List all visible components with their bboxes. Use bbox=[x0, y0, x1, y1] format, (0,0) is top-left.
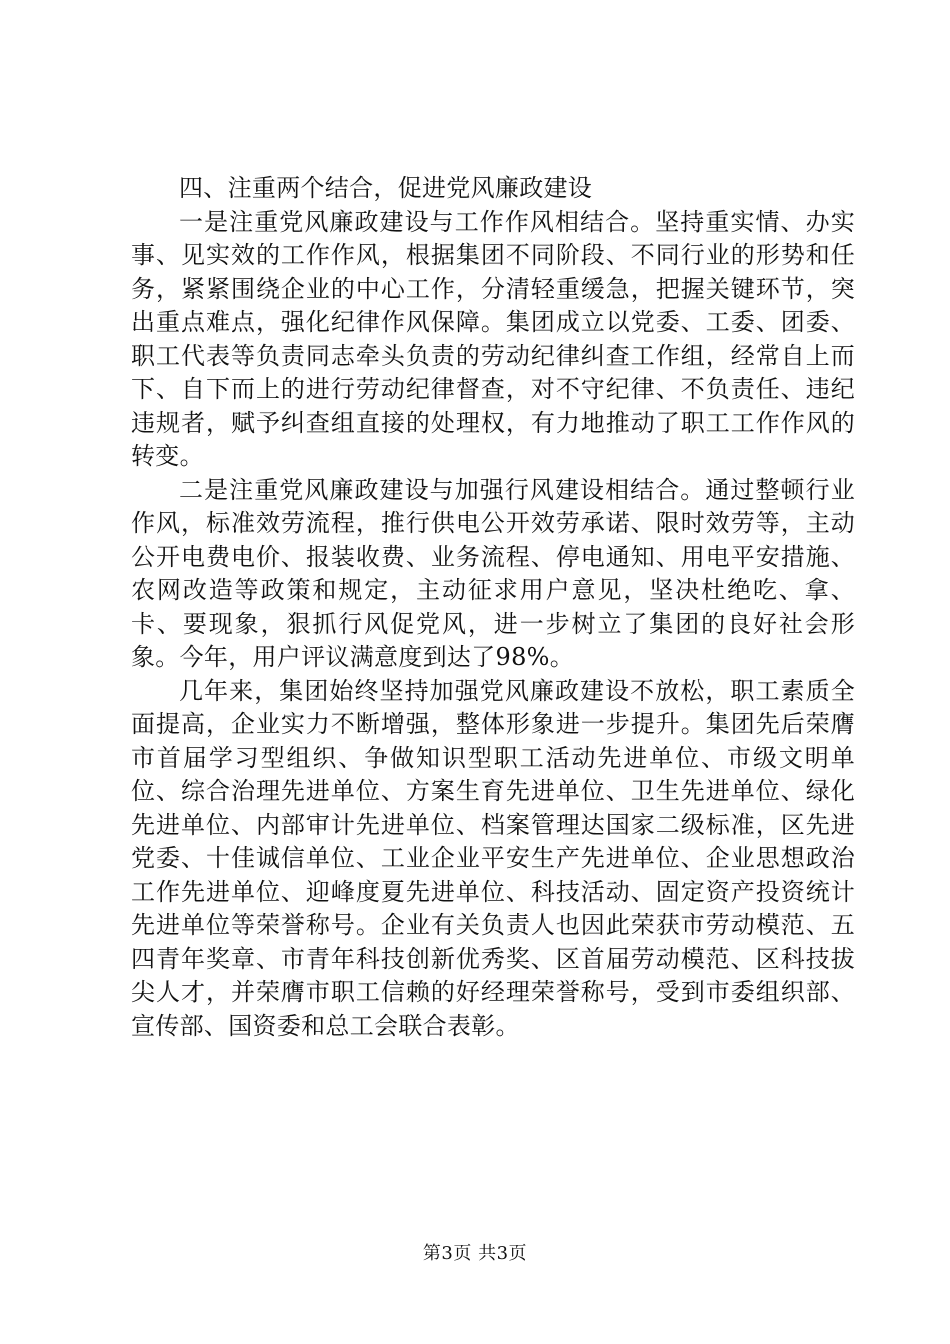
paragraph-industry-style: 二是注重党风廉政建设与加强行风建设相结合。通过整顿行业作风，标准效劳流程，推行供电公开效劳承诺、限时效劳等，主动公开电费电价、报装收费、业务流程、停电通知、用电平安措施、农网改造等政策和规定，主动征求用户意见，坚决杜绝吃、拿、卡、要现象，狠抓行风促党风，进一步树立了集团的良好社会形象。今年，用户评议满意度到达了98%。 bbox=[131, 475, 855, 671]
document-body bbox=[131, 172, 855, 1043]
paragraph-work-style: 一是注重党风廉政建设与工作作风相结合。坚持重实情、办实事、见实效的工作作风，根据集团不同阶段、不同行业的形势和任务，紧紧围绕企业的中心工作，分清轻重缓急，把握关键环节，突出重点难点，强化纪律作风保障。集团成立以党委、工委、团委、职工代表等负责同志牵头负责的劳动纪律纠查工作组，经常自上而下、自下而上的进行劳动纪律督查，对不守纪律、不负责任、违纪违规者，赋予纠查组直接的处理权，有力地推动了职工工作作风的转变。 bbox=[131, 207, 855, 470]
paragraph-achievements: 几年来，集团始终坚持加强党风廉政建设不放松，职工素质全面提高，企业实力不断增强，整体形象进一步提升。集团先后荣膺市首届学习型组织、争做知识型职工活动先进单位、市级文明单位、综合治理先进单位、方案生育先进单位、卫生先进单位、绿化先进单位、内部审计先进单位、档案管理达国家二级标准，区先进党委、十佳诚信单位、工业企业平安生产先进单位、企业思想政治工作先进单位、迎峰度夏先进单位、科技活动、固定资产投资统计先进单位等荣誉称号。企业有关负责人也因此荣获市劳动模范、五四青年奖章、市青年科技创新优秀奖、区首届劳动模范、区科技拔尖人才，并荣膺市职工信赖的好经理荣誉称号，受到市委组织部、宣传部、国资委和总工会联合表彰。 bbox=[131, 676, 855, 1040]
section-heading: 四、注重两个结合，促进党风廉政建设 bbox=[179, 174, 593, 202]
page-number-footer: 第3页 共3页 bbox=[422, 1243, 528, 1264]
